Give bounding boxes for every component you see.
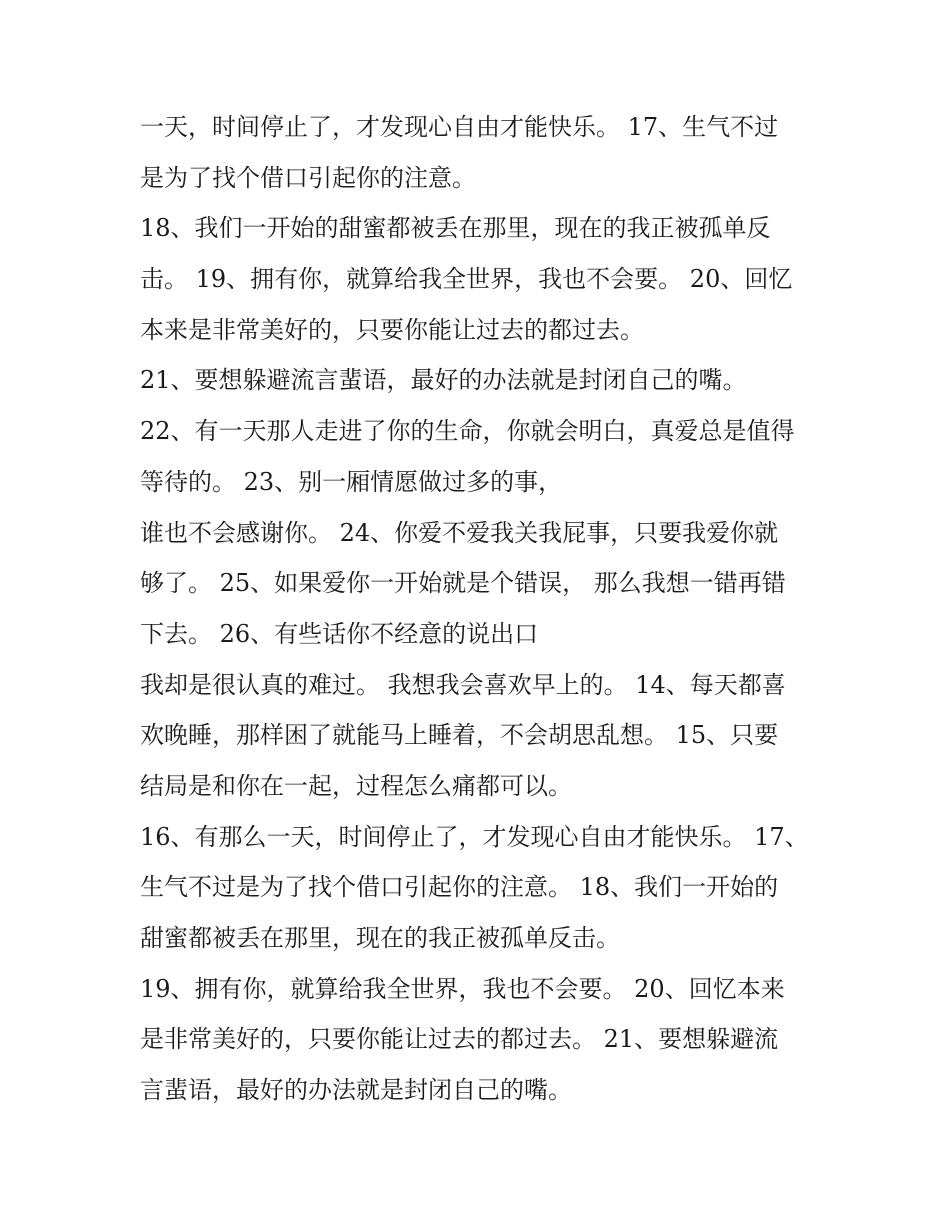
text-line: 结局是和你在一起，过程怎么痛都可以。 <box>140 771 572 800</box>
text-line: 19、拥有你，就算给我全世界，我也不会要。 20、回忆本来 <box>140 974 785 1003</box>
text-line: 21、要想躲避流言蜚语，最好的办法就是封闭自己的嘴。 <box>140 366 747 395</box>
text-line: 16、有那么一天，时间停止了，才发现心自由才能快乐。 17、 <box>140 822 809 851</box>
text-line: 一天，时间停止了，才发现心自由才能快乐。 17、生气不过 <box>140 113 779 141</box>
text-line: 够了。 25、如果爱你一开始就是个错误， 那么我想一错再错 <box>140 569 786 598</box>
body-text <box>140 102 830 1116</box>
text-line: 我却是很认真的难过。 我想我会喜欢早上的。 14、每天都喜 <box>140 670 786 699</box>
text-line: 是非常美好的，只要你能让过去的都过去。 21、要想躲避流 <box>140 1025 779 1054</box>
text-line: 甜蜜都被丢在那里，现在的我正被孤单反击。 <box>140 924 620 952</box>
text-line: 击。 19、拥有你，就算给我全世界，我也不会要。 20、回忆 <box>140 265 793 294</box>
text-line: 等待的。 23、别一厢情愿做过多的事， <box>140 467 563 496</box>
text-line: 言蜚语，最好的办法就是封闭自己的嘴。 <box>140 1076 572 1105</box>
text-line: 18、我们一开始的甜蜜都被丢在那里，现在的我正被孤单反 <box>140 214 771 243</box>
text-line: 本来是非常美好的，只要你能让过去的都过去。 <box>140 315 644 344</box>
text-line: 生气不过是为了找个借口引起你的注意。 18、我们一开始的 <box>140 873 779 902</box>
text-line: 谁也不会感谢你。 24、你爱不爱我关我屁事，只要我爱你就 <box>140 518 779 547</box>
text-line: 下去。 26、有些话你不经意的说出口 <box>140 619 539 648</box>
text-line: 是为了找个借口引起你的注意。 <box>140 163 476 192</box>
text-line: 欢晚睡，那样困了就能马上睡着，不会胡思乱想。 15、只要 <box>140 721 779 750</box>
text-line: 22、有一天那人走进了你的生命，你就会明白，真爱总是值得 <box>140 417 795 446</box>
